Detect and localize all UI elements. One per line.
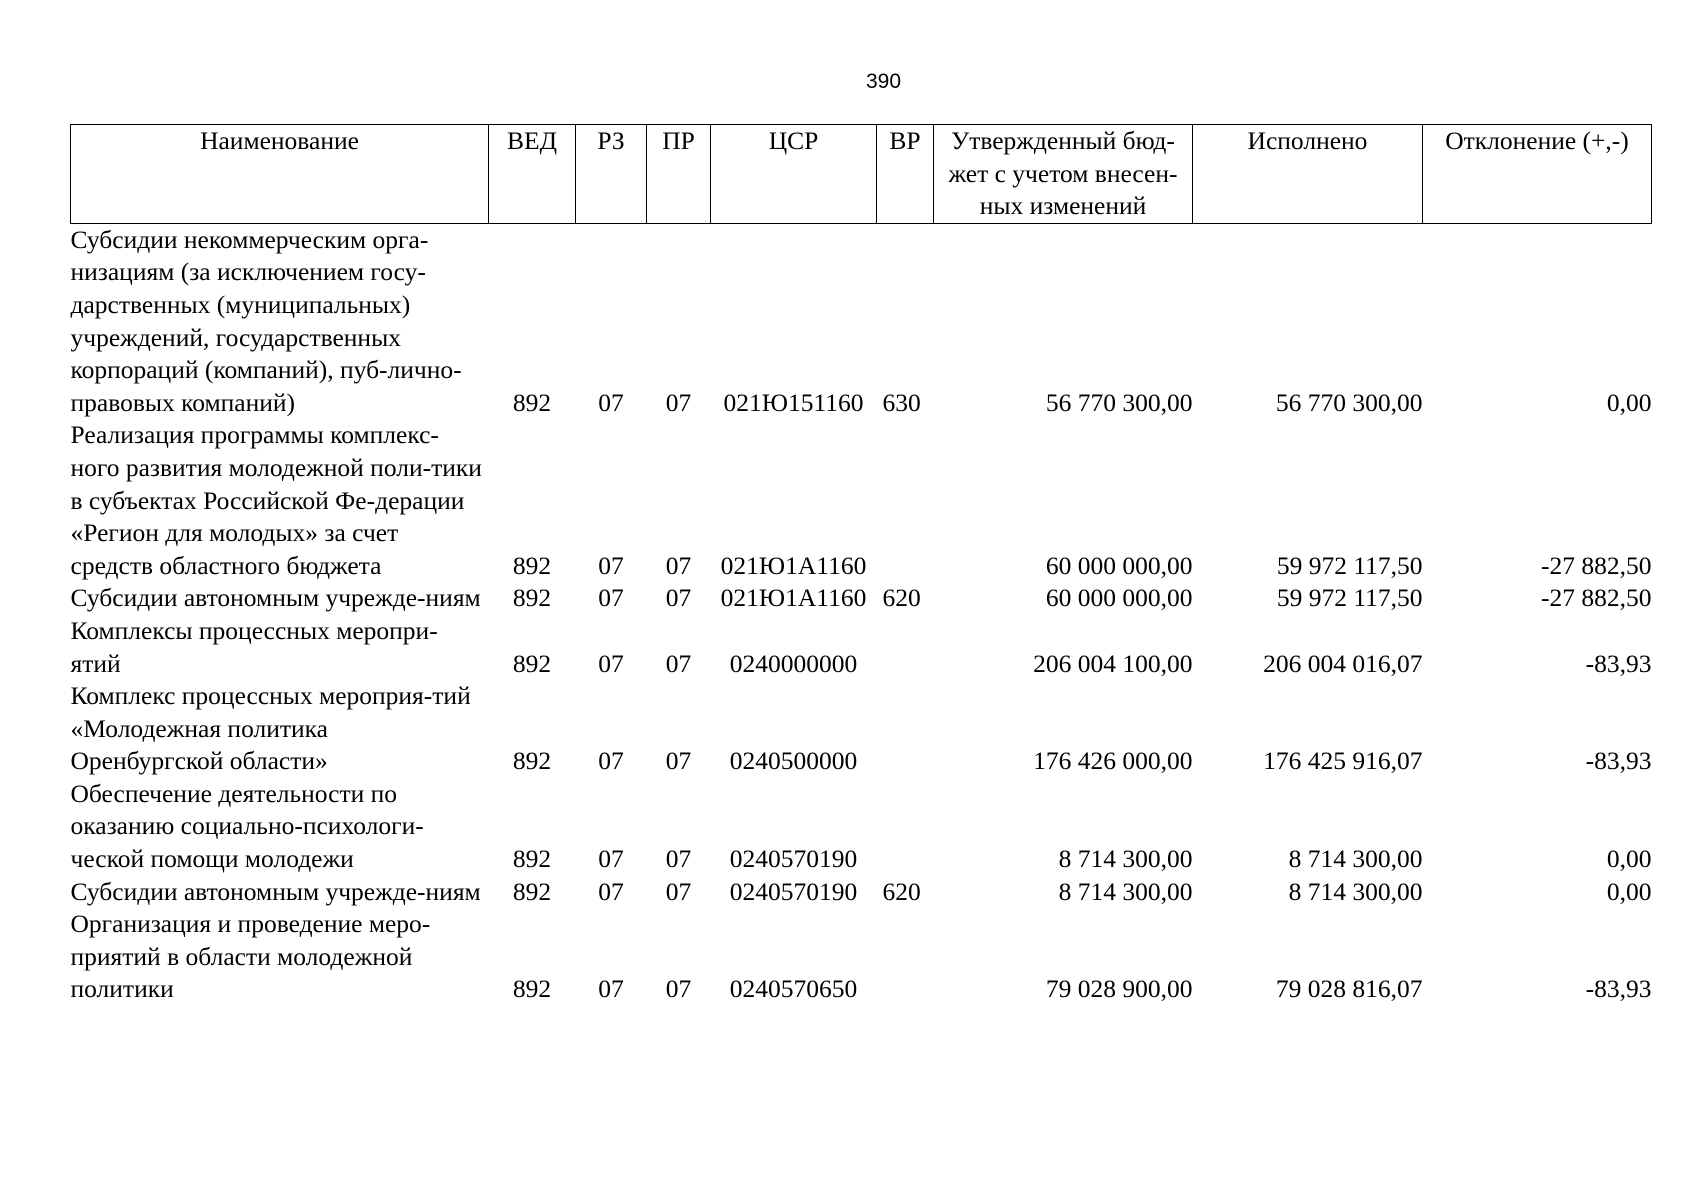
cell-deviation: -83,93	[1585, 648, 1652, 678]
cell-vr	[877, 419, 934, 582]
cell-deviation: -27 882,50	[1541, 583, 1652, 613]
cell-name: Реализация программы комплекс-ного развития молодежной поли-тики в субъектах Российской Фе-дерации «Регион для молодых» за счет средств областного бюджета	[70, 420, 482, 580]
cell-name: Субсидии автономным учрежде-ниям	[70, 583, 481, 613]
cell-approved: 60 000 000,00	[1045, 550, 1193, 580]
header-approved: Утвержденный бюд-жет с учетом внесен-ных изменений	[934, 125, 1193, 224]
table-row	[71, 876, 1652, 909]
table-row	[71, 615, 1652, 680]
cell-rz: 07	[598, 583, 624, 613]
cell-csr: 0240500000	[729, 746, 858, 776]
cell-deviation: -27 882,50	[1541, 550, 1652, 580]
cell-vr	[877, 615, 934, 680]
cell-approved: 8 714 300,00	[1058, 844, 1193, 874]
page-number: 390	[865, 70, 902, 93]
header-deviation: Отклонение (+,-)	[1423, 125, 1652, 224]
cell-rz: 07	[598, 387, 624, 417]
cell-approved: 56 770 300,00	[1045, 387, 1193, 417]
cell-executed: 59 972 117,50	[1276, 583, 1423, 613]
header-executed: Исполнено	[1193, 125, 1423, 224]
table-body	[71, 223, 1652, 1006]
header-rz: РЗ	[576, 125, 647, 224]
cell-approved: 206 004 100,00	[1033, 648, 1193, 678]
cell-ved: 892	[512, 974, 552, 1004]
cell-pr: 07	[665, 876, 692, 906]
cell-name: Организация и проведение меро-приятий в области молодежной политики	[70, 909, 431, 1004]
table-row	[71, 778, 1652, 876]
cell-rz: 07	[598, 550, 624, 580]
table-row	[71, 680, 1652, 778]
cell-pr: 07	[665, 550, 692, 580]
cell-executed: 79 028 816,07	[1275, 974, 1423, 1004]
cell-csr: 0240000000	[729, 648, 858, 678]
cell-ved: 892	[512, 550, 552, 580]
cell-vr	[877, 778, 934, 876]
cell-csr: 0240570190	[729, 844, 858, 874]
cell-approved: 79 028 900,00	[1045, 974, 1193, 1004]
cell-pr: 07	[665, 844, 692, 874]
cell-rz: 07	[598, 974, 624, 1004]
cell-executed: 8 714 300,00	[1288, 876, 1423, 906]
cell-csr: 0240570650	[729, 974, 858, 1004]
table-row	[71, 419, 1652, 582]
cell-csr: 021Ю1А1160	[720, 550, 867, 580]
cell-csr: 0240570190	[729, 876, 858, 906]
cell-deviation: 0,00	[1606, 876, 1652, 906]
table-row	[71, 582, 1652, 615]
header-csr: ЦСР	[711, 125, 877, 224]
cell-approved: 60 000 000,00	[1045, 583, 1193, 613]
cell-ved: 892	[512, 387, 552, 417]
cell-executed: 59 972 117,50	[1276, 550, 1423, 580]
cell-name: Комплекс процессных мероприя-тий «Молодежная политика Оренбургской области»	[70, 681, 471, 776]
cell-deviation: 0,00	[1606, 844, 1652, 874]
budget-table	[70, 124, 1652, 1006]
table-header	[71, 125, 1652, 224]
header-ved: ВЕД	[489, 125, 576, 224]
cell-name: Комплексы процессных меропри-ятий	[70, 615, 438, 678]
cell-vr: 620	[882, 876, 921, 906]
cell-approved: 176 426 000,00	[1033, 746, 1193, 776]
cell-name: Субсидии некоммерческим орга-низациям (за исключением госу-дарственных (муниципальных) учреждений, государственных корпораций (компаний), пуб-лично-правовых компаний)	[70, 224, 462, 417]
cell-ved: 892	[512, 876, 552, 906]
cell-pr: 07	[665, 974, 692, 1004]
cell-deviation: -83,93	[1585, 974, 1652, 1004]
header-vr: ВР	[877, 125, 934, 224]
cell-vr	[877, 680, 934, 778]
cell-executed: 8 714 300,00	[1288, 844, 1423, 874]
cell-rz: 07	[598, 648, 624, 678]
cell-ved: 892	[512, 648, 552, 678]
cell-rz: 07	[598, 746, 624, 776]
cell-ved: 892	[512, 583, 552, 613]
table-row	[71, 908, 1652, 1006]
table-row	[71, 223, 1652, 419]
cell-name: Обеспечение деятельности по оказанию социально-психологи-ческой помощи молодежи	[70, 778, 424, 874]
cell-deviation: 0,00	[1606, 387, 1652, 417]
cell-vr: 620	[882, 583, 921, 613]
cell-rz: 07	[598, 876, 624, 906]
cell-csr: 021Ю1А1160	[720, 583, 867, 613]
cell-executed: 56 770 300,00	[1275, 387, 1423, 417]
header-pr: ПР	[647, 125, 711, 224]
cell-name: Субсидии автономным учрежде-ниям	[70, 876, 481, 906]
cell-ved: 892	[512, 746, 552, 776]
cell-pr: 07	[665, 746, 692, 776]
cell-executed: 206 004 016,07	[1263, 648, 1423, 678]
cell-approved: 8 714 300,00	[1058, 876, 1193, 906]
cell-ved: 892	[512, 844, 552, 874]
cell-executed: 176 425 916,07	[1263, 746, 1423, 776]
cell-vr	[877, 908, 934, 1006]
cell-pr: 07	[665, 648, 692, 678]
cell-pr: 07	[665, 583, 692, 613]
header-name: Наименование	[71, 125, 489, 224]
cell-pr: 07	[665, 387, 692, 417]
cell-deviation: -83,93	[1585, 746, 1652, 776]
cell-csr: 021Ю151160	[723, 387, 864, 417]
cell-vr: 630	[882, 387, 921, 417]
cell-rz: 07	[598, 844, 624, 874]
